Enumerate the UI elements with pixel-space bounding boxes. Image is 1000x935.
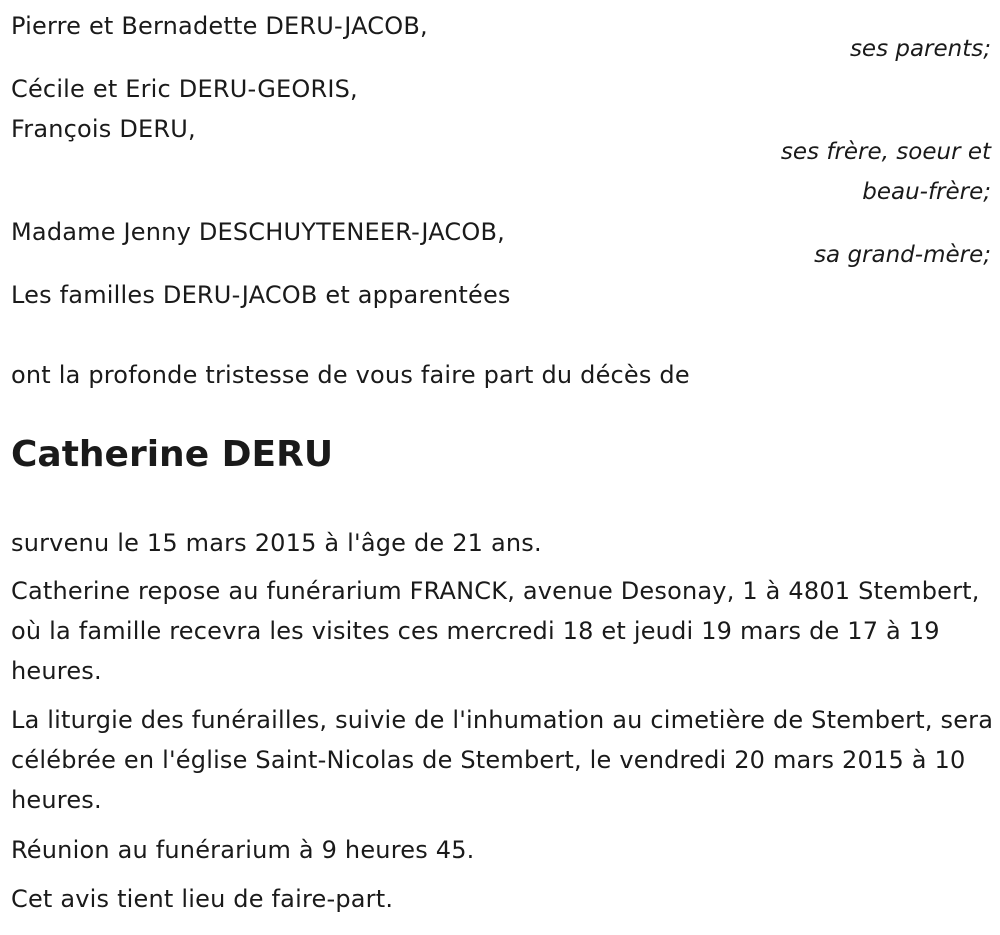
- parents-role: ses parents;: [849, 36, 991, 62]
- death-details: survenu le 15 mars 2015 à l'âge de 21 ans.: [11, 529, 542, 557]
- deceased-name: Catherine DERU: [11, 434, 334, 475]
- parents-names: Pierre et Bernadette DERU-JACOB,: [11, 12, 428, 40]
- announcement-text: ont la profonde tristesse de vous faire part du décès de: [11, 361, 690, 389]
- extended-families: Les familles DERU-JACOB et apparentées: [11, 281, 511, 309]
- liturgy-details: La liturgie des funérailles, suivie de l'inhumation au cimetière de Stembert, sera célébrée en l'église Saint-Nicolas de Stembert, le vendredi 20 mars 2015 à 10 heures.: [11, 706, 994, 814]
- funeral-home-details: Catherine repose au funérarium FRANCK, avenue Desonay, 1 à 4801 Stembert, où la famille recevra les visites ces mercredi 18 et jeudi 19 mars de 17 à 19 heures.: [11, 577, 980, 685]
- grandmother-name: Madame Jenny DESCHUYTENEER-JACOB,: [11, 218, 505, 246]
- sibling-couple: Cécile et Eric DERU-GEORIS,: [11, 75, 358, 103]
- siblings-role-line2: beau-frère;: [862, 179, 991, 205]
- notice-statement: Cet avis tient lieu de faire-part.: [11, 885, 394, 913]
- grandmother-role: sa grand-mère;: [814, 242, 991, 268]
- meeting-details: Réunion au funérarium à 9 heures 45.: [11, 836, 475, 864]
- sibling-brother: François DERU,: [11, 115, 196, 143]
- obituary-notice: [11, 0, 994, 935]
- siblings-role-line1: ses frère, soeur et: [780, 139, 991, 165]
